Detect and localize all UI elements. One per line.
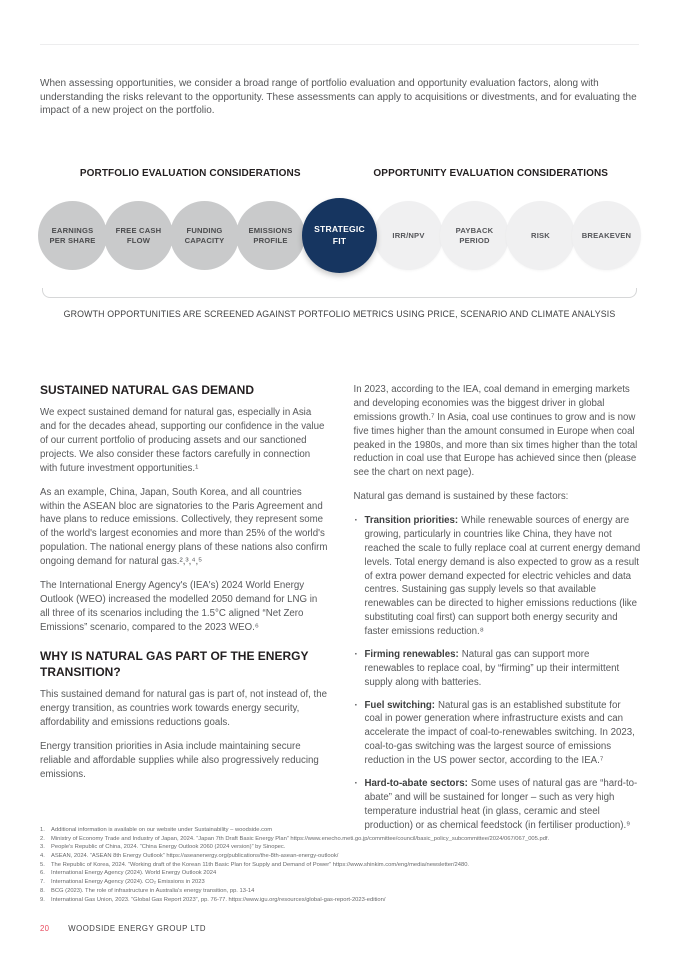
intro-paragraph: When assessing opportunities, we consider a broad range of portfolio evaluation and opportunity evaluation factors, along with understanding the risks relevant to the opportunity. These assessments can apply to acquisitions or divestments, and for evaluating the impact of a new project on the portfolio. [40, 78, 637, 117]
footnote-item [40, 887, 643, 896]
footnote-text: ASEAN, 2024. “ASEAN 8th Energy Outlook” https://aseanenergy.org/publications/the-8th-asean-energy-outlook/ [51, 853, 339, 860]
footnote-text: International Energy Agency (2024). World Energy Outlook 2024 [51, 870, 217, 877]
bullet-label: Hard-to-abate sectors: [364, 777, 468, 789]
footnote-number: 1. [40, 827, 45, 833]
list-item-firming-renewables [354, 648, 642, 690]
body-paragraph: As an example, China, Japan, South Korea, and all countries within the ASEAN bloc are signatories to the Paris Agreement and have plans to reduce emissions. Collectively, they represent some of the world's largest economies and more than 25% of the world's population. The national energy plans of these nations also confirm ongoing demand for natural gas.²,³,⁴,⁵ [40, 486, 328, 568]
section-heading-energy-transition: WHY IS NATURAL GAS PART OF THE ENERGY TRANSITION? [40, 649, 309, 679]
left-column [40, 383, 328, 841]
footnote-item [40, 826, 643, 835]
metric-circle-earnings-per-share: EARNINGS PER SHARE [38, 201, 107, 270]
body-paragraph: We expect sustained demand for natural gas, especially in Asia and for the decades ahead, supporting our confidence in the value of our current portfolio of producing assets and our sanctioned projects. We also consider these factors carefully in connection with future investment opportunities.¹ [40, 407, 325, 474]
bullet-label: Firming renewables: [364, 648, 459, 660]
top-divider [40, 44, 639, 45]
page-number: 20 [40, 924, 50, 933]
bullet-text: Natural gas can support more renewables to replace coal, by “firming” up their intermittent supply along with batteries. [364, 648, 620, 688]
footnotes-list [40, 826, 643, 904]
footnote-text: International Energy Agency (2024). CO₂ Emissions in 2023 [51, 879, 205, 886]
metric-circle-irr-npv: IRR/NPV [374, 201, 443, 270]
footnote-number: 7. [40, 879, 45, 886]
metric-circle-breakeven: BREAKEVEN [572, 201, 641, 270]
metric-circle-emissions-profile: EMISSIONS PROFILE [236, 201, 305, 270]
metric-circle-free-cash-flow: FREE CASH FLOW [104, 201, 173, 270]
footnote-number: 5. [40, 861, 45, 868]
footnote-number: 3. [40, 844, 45, 851]
footnote-number: 6. [40, 870, 45, 877]
list-item-hard-to-abate [354, 777, 642, 833]
screening-bracket [42, 288, 637, 298]
footnote-item [40, 835, 643, 844]
footnote-number: 2. [40, 835, 45, 842]
demand-factors-list [354, 514, 642, 832]
evaluation-circles-row [38, 198, 641, 273]
footnote-item [40, 843, 643, 852]
footnote-item [40, 878, 643, 887]
footnote-text: The Republic of Korea, 2024. “Working draft of the Korean 11th Basic Plan for Supply and Demand of Power” https://www.shinkim.com/eng/media/newsletter/2480. [51, 861, 470, 868]
body-paragraph: This sustained demand for natural gas is part of, not instead of, the energy transition, as countries work towards energy security, affordability and emissions reductions goals. [40, 689, 328, 728]
footnote-number: 4. [40, 853, 45, 860]
body-paragraph: Natural gas demand is sustained by these factors: [353, 491, 569, 503]
bullet-text: While renewable sources of energy are growing, particularly in countries like China, they have not reached the scale to fully replace coal at current energy demand levels. Total energy demand is also expected to grow as a result of extra power demand expected for electric vehicles and data centres. Sustaining gas supply levels so that available renewables can be directed to higher emissions reductions (like substituting coal first) can support both energy security and faster emissions reduction.⁸ [364, 515, 641, 637]
metric-circle-payback-period: PAYBACK PERIOD [440, 201, 509, 270]
footnote-item [40, 861, 643, 870]
diagram-headings [40, 168, 641, 179]
opportunity-evaluation-heading: OPPORTUNITY EVALUATION CONSIDERATIONS [373, 168, 609, 179]
list-item-fuel-switching [354, 699, 642, 768]
metric-circle-risk: RISK [506, 201, 575, 270]
bullet-text: Natural gas is an established substitute for coal in power generation where infrastructure exists and can accelerate the impact of coal-to-renewables switching. In 2023, coal-to-gas switching was the largest source of emissions reduction in the US power sector, according to the IEA.⁷ [364, 699, 635, 766]
footnote-number: 9. [40, 896, 45, 903]
footnote-text: International Gas Union, 2023. “Global Gas Report 2023”, pp. 76-77. https://www.igu.org/resources/global-gas-report-2023-edition/ [51, 896, 386, 903]
footnote-text: Ministry of Economy Trade and Industry of Japan, 2024. “Japan 7th Draft Basic Energy Plan” https://www.enecho.meti.go.jp/committee/council/basic_policy_subcommittee/2024/067/067_005.pdf. [51, 835, 550, 842]
body-paragraph: In 2023, according to the IEA, coal demand in emerging markets and developing economies was the biggest driver in global emissions growth.⁷ In Asia, coal use continues to grow and is now five times higher than the amount consumed in Europe when coal peaked in the 1980s, and more than six times higher than the total reduction in coal use that Europe has achieved since then (please see the chart on next page). [353, 384, 638, 479]
section-heading-sustained-demand: SUSTAINED NATURAL GAS DEMAND [40, 383, 255, 397]
body-paragraph: Energy transition priorities in Asia include maintaining secure reliable and affordable supplies while also progressively reducing emissions. [40, 740, 319, 780]
page-footer [40, 924, 206, 933]
bullet-label: Transition priorities: [364, 515, 459, 526]
footnote-item [40, 869, 643, 878]
metric-circle-strategic-fit: STRATEGIC FIT [302, 198, 377, 273]
company-name: WOODSIDE ENERGY GROUP LTD [68, 924, 206, 933]
diagram-caption: GROWTH OPPORTUNITIES ARE SCREENED AGAINST PORTFOLIO METRICS USING PRICE, SCENARIO AND CLIMATE ANALYSIS [63, 309, 616, 319]
list-item-transition-priorities [354, 514, 642, 639]
footnote-text: People's Republic of China, 2024. “China Energy Outlook 2060 (2024 version)” by Sinopec. [51, 844, 286, 851]
portfolio-evaluation-heading: PORTFOLIO EVALUATION CONSIDERATIONS [79, 168, 301, 179]
right-column [354, 383, 642, 841]
body-paragraph: The International Energy Agency's (IEA's) 2024 World Energy Outlook (WEO) increased the modelled 2050 demand for LNG in all three of its scenarios including the 1.5°C aligned “Net Zero Emissions” scenario, compared to the 2023 WEO.⁶ [40, 579, 318, 633]
footnote-item [40, 896, 643, 905]
footnote-text: Additional information is available on our website under Sustainability – woodside.com [51, 827, 273, 833]
footnote-item [40, 852, 643, 861]
bullet-text: Some uses of natural gas are “hard-to-abate” and will be sustained for longer – such as very high temperature industrial heat (in glass, ceramic and steel production) or as chemical feedstock (in fertiliser production).⁹ [364, 777, 638, 831]
body-columns [40, 383, 641, 841]
bullet-label: Fuel switching: [364, 699, 436, 711]
footnote-text: BCG (2023). The role of infrastructure in Australia's energy transition, pp. 13-14 [51, 887, 255, 894]
metric-circle-funding-capacity: FUNDING CAPACITY [170, 201, 239, 270]
footnote-number: 8. [40, 887, 45, 894]
